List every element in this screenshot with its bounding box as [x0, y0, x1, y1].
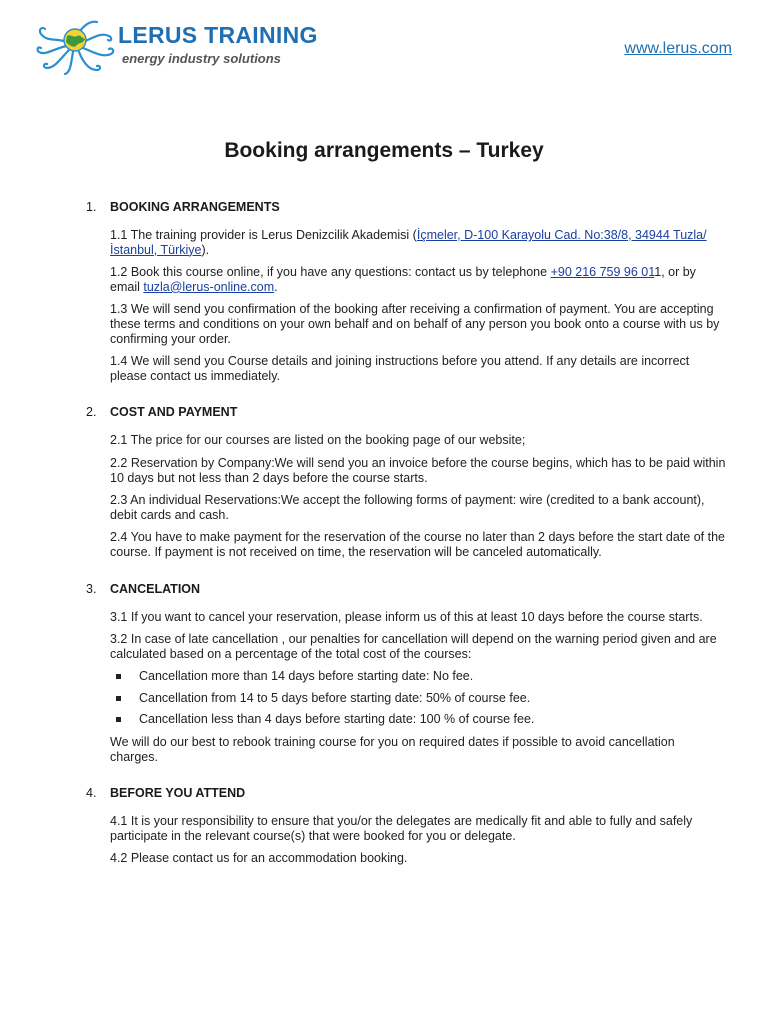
brand-tagline: energy industry solutions — [122, 51, 281, 66]
text: 1, or by email — [110, 265, 696, 294]
paragraph-1-1 — [110, 228, 726, 257]
section-number: 1. — [86, 200, 97, 214]
address-link[interactable]: İçmeler, D-100 Karayolu Cad. No:38/8, 34944 Tuzla/İstanbul, Türkiye — [110, 228, 707, 257]
section-number: 2. — [86, 405, 97, 420]
list-item-text: Cancellation less than 4 days before starting date: 100 % of course fee. — [139, 712, 535, 727]
octopus-globe-logo-icon — [33, 12, 119, 76]
paragraph-3-2: 3.2 In case of late cancellation , our penalties for cancellation will depend on the warning period given and are calculated based on a percentage of the total cost of the courses: — [110, 632, 717, 661]
section-title: BEFORE YOU ATTEND — [110, 786, 246, 801]
section-heading — [86, 785, 726, 801]
section-heading — [86, 581, 726, 597]
list-item-text: Cancellation more than 14 days before starting date: No fee. — [139, 669, 474, 684]
section-number: 3. — [86, 581, 97, 596]
list-item — [110, 691, 726, 706]
text: ). — [201, 242, 210, 257]
text: 1.2 Book this course online, if you have any questions: contact us by telephone — [110, 265, 551, 280]
paragraph-2-1: 2.1 The price for our courses are listed on the booking page of our website; — [110, 433, 526, 448]
section-heading — [86, 199, 726, 215]
paragraph-1-4: 1.4 We will send you Course details and joining instructions before you attend. If any details are incorrect please contact us immediately. — [110, 354, 690, 383]
square-bullet-icon — [116, 696, 121, 701]
list-item — [110, 712, 726, 727]
cancellation-fee-list — [110, 669, 726, 727]
square-bullet-icon — [116, 717, 121, 722]
section-title: COST AND PAYMENT — [110, 405, 238, 420]
paragraph-2-2: 2.2 Reservation by Company:We will send you an invoice before the course begins, which has to be paid within 10 days but not less than 2 days before the course starts. — [110, 455, 726, 485]
list-item — [110, 669, 726, 684]
page-title: Booking arrangements – Turkey — [224, 139, 544, 162]
section-booking-arrangements — [86, 199, 726, 383]
document-body — [86, 199, 726, 887]
paragraph-2-4: 2.4 You have to make payment for the reservation of the course no later than 2 days before the start date of the course. If payment is not received on time, the reservation will be canceled automatically. — [110, 530, 725, 559]
section-cancelation — [86, 581, 726, 765]
brand-name: LERUS TRAINING — [118, 22, 318, 48]
paragraph-1-2 — [110, 265, 726, 294]
text: . — [274, 279, 278, 294]
page-header — [0, 0, 768, 90]
paragraph-3-3: We will do our best to rebook training course for you on required dates if possible to avoid cancellation charges. — [110, 735, 675, 764]
website-link[interactable]: www.lerus.com — [624, 40, 732, 57]
section-title: CANCELATION — [110, 581, 201, 596]
square-bullet-icon — [116, 674, 121, 679]
paragraph-4-1: 4.1 It is your responsibility to ensure that you/or the delegates are medically fit and able to fully and safely participate in the relevant course(s) that were booked for you or delegate. — [110, 814, 693, 843]
paragraph-3-1: 3.1 If you want to cancel your reservation, please inform us of this at least 10 days before the course starts. — [110, 609, 703, 624]
list-item-text: Cancellation from 14 to 5 days before starting date: 50% of course fee. — [139, 690, 531, 705]
section-number: 4. — [86, 786, 97, 801]
paragraph-2-3: 2.3 An individual Reservations:We accept the following forms of payment: wire (credited to a bank account), debit cards and cash. — [110, 493, 705, 522]
section-before-you-attend — [86, 785, 726, 866]
text: 1.1 The training provider is Lerus Denizcilik Akademisi ( — [110, 228, 417, 242]
section-cost-and-payment — [86, 404, 726, 559]
section-heading — [86, 404, 726, 420]
paragraph-4-2: 4.2 Please contact us for an accommodation booking. — [110, 851, 408, 866]
email-link[interactable]: tuzla@lerus-online.com — [143, 279, 275, 294]
section-title: BOOKING ARRANGEMENTS — [110, 200, 280, 214]
paragraph-1-3: 1.3 We will send you confirmation of the booking after receiving a confirmation of payment. You are accepting these terms and conditions on your own behalf and on behalf of any person you book onto a course with us by confirming your order. — [110, 302, 720, 346]
phone-link[interactable]: +90 216 759 96 01 — [550, 265, 655, 280]
